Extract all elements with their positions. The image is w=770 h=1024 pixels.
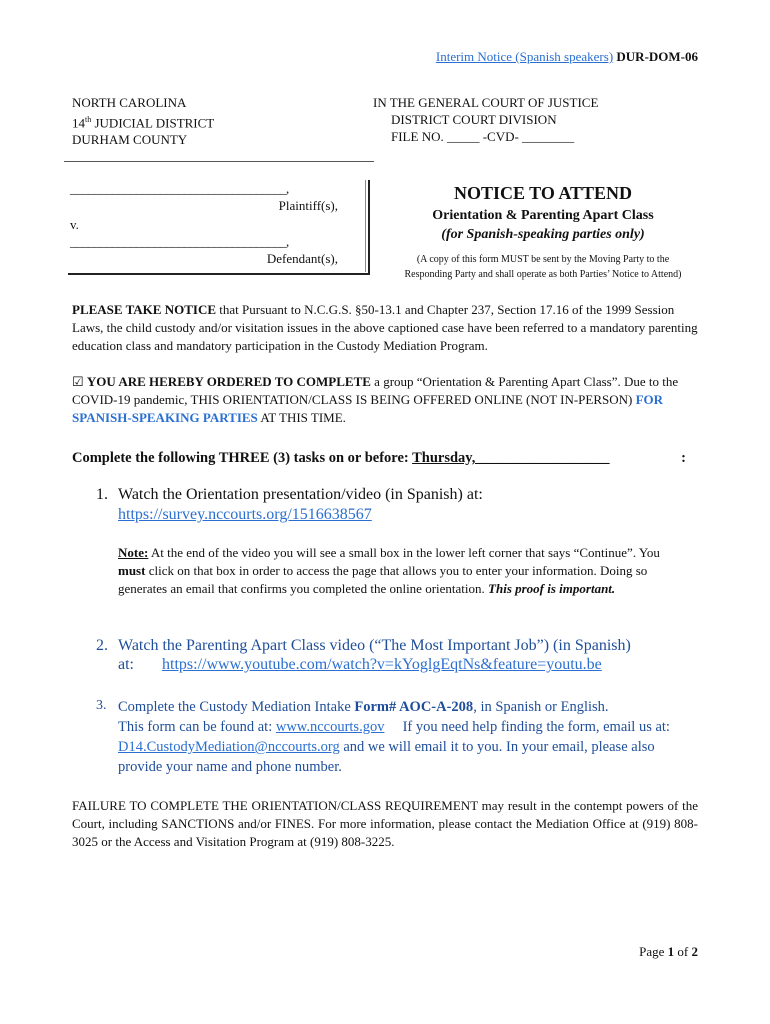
take-notice-paragraph: PLEASE TAKE NOTICE that Pursuant to N.C.G.S. §50-13.1 and Chapter 237, Section 17.16 of the 1999 Session Laws, the child custody and/or visitation issues in the above captioned case have been referred to a mandatory parenting education class and mandatory participation in the Custody Mediation Program. [72, 302, 698, 353]
caption-left [72, 94, 214, 148]
task-1-note: Note: At the end of the video you will see a small box in the lower left corner that says “Continue”. You must click on that box in order to access the page that allows you to enter your information. Doing so generates an email that confirms you completed the online orientation. This proof is important. [118, 545, 660, 596]
caption-divider [64, 161, 374, 162]
district-label: 14th JUDICIAL DISTRICT [72, 115, 215, 131]
parties-box-inner-line [365, 180, 366, 272]
page-footer: Page 1 of 2 [639, 944, 698, 959]
task-2-number: 2. [96, 637, 108, 654]
caption-right [373, 94, 598, 145]
task-2-at: at: [118, 656, 134, 673]
task-2-text: Watch the Parenting Apart Class video (“The Most Important Job”) (in Spanish) [118, 637, 631, 654]
division-label: DISTRICT COURT DIVISION [391, 112, 557, 127]
checked-box-icon: ☑ [72, 374, 84, 389]
notice-title-block [378, 182, 708, 282]
notice-copy-note-2: Responding Party and shall operate as both Parties’ Notice to Attend) [404, 269, 682, 280]
task-1-number: 1. [96, 486, 108, 503]
notice-subtitle: Orientation & Parenting Apart Class [432, 208, 654, 223]
ordered-paragraph: ☑ YOU ARE HEREBY ORDERED TO COMPLETE a group “Orientation & Parenting Apart Class”. Due to the COVID-19 pandemic, THIS ORIENTATION/CLASS IS BEING OFFERED ONLINE (NOT IN-PERSON) FOR SPANISH-SPEAKING PARTIES AT THIS TIME. [72, 374, 679, 425]
mediation-email-link[interactable]: D14.CustodyMediation@nccourts.org [118, 739, 340, 755]
nccourts-site-link[interactable]: www.nccourts.gov [275, 719, 385, 735]
plaintiff-line[interactable]: ____________________________________, [70, 181, 289, 196]
file-number: FILE NO. _____ -CVD- ________ [391, 129, 575, 144]
state-label: NORTH CAROLINA [72, 95, 187, 110]
plaintiff-label: Plaintiff(s), [278, 198, 338, 213]
notice-title: NOTICE TO ATTEND [453, 183, 633, 203]
defendant-line[interactable]: ____________________________________, [70, 234, 289, 249]
task-3-text: Complete the Custody Mediation Intake Form# AOC-A-208, in Spanish or English. This form can be found at: www.nccourts.gov If you need help finding the form, email us at: D14.CustodyMediation@nccourts.org and we will email it to you. In your email, please also provide your name and phone number. [118, 699, 674, 775]
task-3-number: 3. [96, 698, 107, 713]
page-total: 2 [691, 944, 698, 959]
notice-subtitle-2: (for Spanish-speaking parties only) [441, 227, 645, 242]
parties-block [70, 180, 360, 267]
page-number: 1 [667, 944, 675, 959]
notice-copy-note-1: (A copy of this form MUST be sent by the Moving Party to the [416, 254, 670, 265]
defendant-label: Defendant(s), [266, 251, 338, 266]
form-code: DUR-DOM-06 [616, 49, 698, 64]
tasks-heading: Complete the following THREE (3) tasks on or before: Thursday, __________________ : [72, 450, 686, 466]
due-date-field[interactable]: Thursday, __________________ [412, 450, 610, 466]
task-1 [96, 485, 696, 505]
county-label: DURHAM COUNTY [72, 132, 188, 148]
task-1-text: Watch the Orientation presentation/video (in Spanish) at: [118, 486, 483, 503]
task-2 [96, 636, 716, 656]
form-header [436, 49, 698, 65]
orientation-url-link[interactable]: https://survey.nccourts.org/1516638567 [118, 506, 372, 523]
parenting-video-link[interactable]: https://www.youtube.com/watch?v=kYoglgEqtNs&feature=youtu.be [162, 656, 602, 673]
interim-notice-link[interactable]: Interim Notice (Spanish speakers) [435, 49, 614, 64]
court-label: IN THE GENERAL COURT OF JUSTICE [373, 95, 599, 110]
versus-label: v. [70, 217, 79, 232]
failure-paragraph: FAILURE TO COMPLETE THE ORIENTATION/CLASS REQUIREMENT may result in the contempt powers of the Court, including SANCTIONS and/or FINES. For more information, please contact the Mediation Office at (919) 808-3025 or the Access and Visitation Program at (919) 808-3225. [72, 798, 698, 849]
